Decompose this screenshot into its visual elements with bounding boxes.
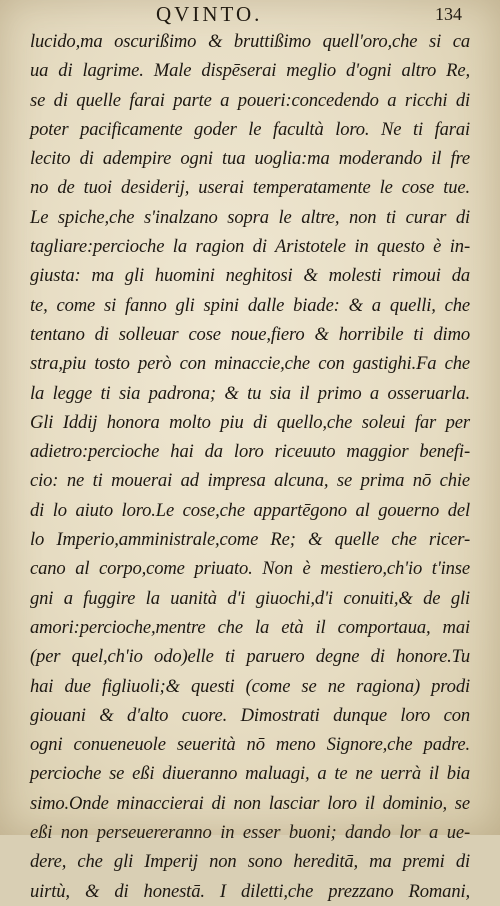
text-line: adietro:percioche hai da loro riceuuto maggior benefi- [30, 441, 470, 463]
text-line: ogni conueneuole seuerità nō meno Signore,che padre. [30, 734, 470, 756]
text-line: lecito di adempire ogni tua uoglia:ma moderando il fre [30, 148, 470, 170]
text-line: stra,piu tosto però con minaccie,che con gastighi.Fa che [30, 353, 470, 375]
body-text [30, 27, 470, 906]
text-line: giusta: ma gli huomini neghitosi & molesti rimoui da [30, 265, 470, 287]
text-line: ua di lagrime. Male dispēserai meglio d'ogni altro Re, [30, 60, 470, 82]
text-line: Gli Iddij honora molto piu di quello,che soleui far per [30, 411, 470, 433]
text-line: Le spiche,che s'inalzano sopra le altre, non ti curar di [30, 206, 470, 228]
text-line: hai due figliuoli;& questi (come se ne ragiona) prodi [30, 675, 470, 697]
text-line: lo Imperio,amministrale,come Re; & quelle che ricer- [30, 529, 470, 551]
page-number: 134 [435, 4, 462, 24]
text-line: gni a fuggire la uanità d'i giuochi,d'i conuiti,& de gli [30, 587, 470, 609]
text-line: giouani & d'alto cuore. Dimostrati dunque loro con [30, 704, 470, 726]
text-line: simo.Onde minaccierai di non lasciar loro il dominio, se [30, 792, 470, 814]
text-line: (per quel,ch'io odo)elle ti paruero degne di honore.Tu [30, 646, 470, 668]
text-line: se di quelle farai parte a poueri:concedendo a ricchi di [30, 89, 470, 111]
text-line: dere, che gli Imperij non sono hereditā, ma premi di [30, 851, 470, 873]
text-line: no de tuoi desiderij, userai temperatamente le cose tue. [30, 177, 470, 199]
page-header [60, 2, 480, 26]
text-line: cio: ne ti mouerai ad impresa alcuna, se prima nō chie [30, 470, 470, 492]
text-line: cano al corpo,come priuato. Non è mestiero,ch'io t'inse [30, 558, 470, 580]
text-line: amori:percioche,mentre che la età il comportaua, mai [30, 616, 470, 638]
text-line: lucido,ma oscurißimo & bruttißimo quell'oro,che si ca [30, 31, 470, 52]
text-line: la legge ti sia padrona; & tu sia il primo a osseruarla. [30, 382, 470, 404]
text-line: tentano di solleuar cose noue,fiero & horribile ti dimo [30, 323, 470, 345]
text-line: percioche se eßi diueranno maluagi, a te ne uerrà il bia [30, 763, 470, 785]
text-line: eßi non perseuereranno in esser buoni; dando lor a ue- [30, 822, 470, 844]
text-line: uirtù, & di honestā. I diletti,che prezzano Romani, [30, 880, 470, 902]
text-line: poter pacificamente goder le facultà loro. Ne ti farai [30, 118, 470, 140]
text-line: te, come si fanno gli spini dalle biade: & a quelli, che [30, 294, 470, 316]
text-line: tagliare:percioche la ragion di Aristotele in questo è in- [30, 236, 470, 258]
text-line: di lo aiuto loro.Le cose,che appartēgono al gouerno del [30, 499, 470, 521]
running-head: QVINTO. [156, 2, 263, 26]
